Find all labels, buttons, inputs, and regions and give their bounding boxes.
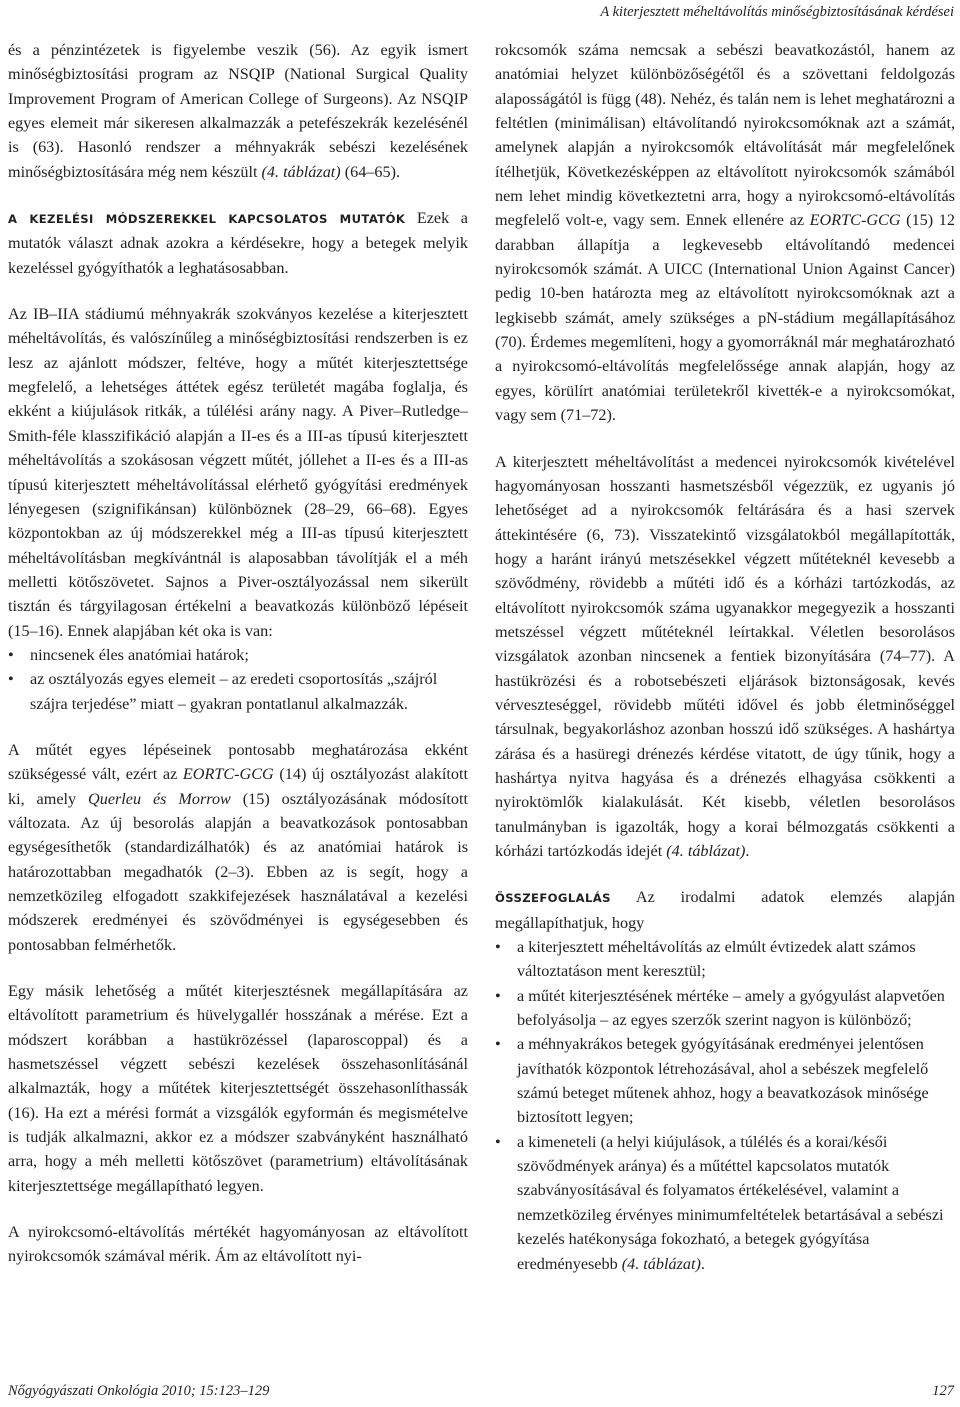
paragraph	[495, 38, 955, 428]
italic-text: Querleu és Morrow	[88, 789, 231, 808]
right-column	[495, 38, 955, 1276]
text: .	[745, 842, 750, 860]
paragraph	[8, 38, 468, 184]
text: (15) 12 darabban állapítja a legkevesebb eltávolítandó medencei nyirokcsomók számát. A UICC (International Union Against Cancer) pedig 10-ben határozta meg az eltávolított nyirokcsomóknak azt a legkisebb számát, amely szükséges a pN-stádium megállapításához (70). Érdemes megemlíteni, hogy a gyomorráknál már meghatározható a nyirokcsomó-eltávolítás megfelelőssége annak alapján, hogy az egyes, körülírt anatómiai területekről kivették-e a nyirokcsomókat, vagy sem (71–72).	[495, 211, 955, 425]
text: és a pénzintézetek is figyelembe veszik (56). Az egyik ismert minőségbiztosítási program az NSQIP (National Surgical Quality Improvement Program of American College of Surgeons). Az NSQIP egyes elemeit már sikeresen alkalmazzák a petefészekrák kezelésénél is (63). Hasonló rendszer a méhnyakrák sebészi kezelésének minőségbiztosítására még nem készült	[8, 41, 468, 181]
running-head: A kiterjesztett méheltávolítás minőségbiztosításának kérdései	[600, 4, 954, 20]
paragraph	[8, 738, 468, 957]
summary-heading: ÖSSZEFOGLALÁS	[495, 891, 611, 906]
text: (15) osztályozásának módosított változata. Az új besorolás alapján a beavatkozások pontosabban egységesíthetők (standardizálhatók) és az anatómiai határok is határozottabban megadhatók (2–3). Ebben az is segít, hogy a nemzetközileg elfogadott szakkifejezések használatával a kezelési módszerek eredményei és szövődményei is egységesebben és pontosabban felmérhetők.	[8, 789, 468, 954]
text: .	[700, 1254, 705, 1273]
paragraph: A nyirokcsomó-eltávolítás mértékét hagyományosan az eltávolított nyirokcsomók számával mérik. Ám az eltávolított nyi-	[8, 1223, 468, 1266]
text: A műtét egyes lépéseinek pontosabb meghatározása ekként szükségessé vált, ezért az	[8, 740, 468, 784]
italic-text: EORTC-GCG	[809, 211, 901, 230]
paragraph: Egy másik lehetőség a műtét kiterjesztésnek megállapítására az eltávolított parametrium és hüvelygallér hosszának a mérése. Ezt a módszert korábban a hastükrözéssel (laparoscoppal) és a hasmetszéssel végzett sebészi kezelések összehasonlításánál alkalmazták, hogy a műtétek kiterjesztettségét összehasonlíthassák (16). Ha ezt a mérési formát a vizsgálók egyformán és megismételve is tudják alkalmazni, akkor ez a módszer szabványként használható arra, hogy a méh melletti kötőszövet (parametrium) eltávolításának kiterjesztettsége megállapítható legyen.	[8, 982, 468, 1195]
table-ref: (4. táblázat)	[261, 162, 341, 181]
page-number: 127	[932, 1383, 954, 1399]
table-ref: (4. táblázat)	[666, 842, 746, 860]
text: (64–65).	[340, 162, 401, 181]
list-item: • a kiterjesztett méheltávolítás az elmúlt évtizedek alatt számos változtatáson ment keresztül;	[495, 935, 955, 984]
paragraph	[495, 450, 955, 864]
section-heading: A KEZELÉSI MÓDSZEREKKEL KAPCSOLATOS MUTATÓK	[8, 212, 406, 227]
text: Ezek a mutatók választ adnak azokra a kérdésekre, hogy a betegek melyik kezeléssel gyógyíthatók a leghatásosabban.	[8, 209, 468, 277]
list-item	[495, 1130, 955, 1276]
bullet-list	[8, 643, 468, 716]
text: Az irodalmi adatok elemzés alapján megállapíthatjuk, hogy	[495, 888, 955, 932]
journal-citation: Nőgyógyászati Onkológia 2010; 15:123–129	[8, 1383, 270, 1399]
list-item: • nincsenek éles anatómiai határok;	[8, 643, 468, 667]
summary-bullet-list	[495, 935, 955, 1276]
list-item: • a műtét kiterjesztésének mértéke – amely a gyógyulást alapvetően befolyásolja – az egyes szerzők szerint nagyon is különböző;	[495, 984, 955, 1033]
text: (14) új osztályozást alakított ki, amely	[8, 765, 468, 808]
list-item: • az osztályozás egyes elemeit – az eredeti csoportosítás „szájról szájra terjedése” miatt – gyakran pontatlanul alkalmazzák.	[8, 667, 468, 716]
summary-paragraph	[495, 885, 955, 935]
italic-text: EORTC-GCG	[182, 765, 274, 784]
text: rokcsomók száma nemcsak a sebészi beavatkozástól, hanem az anatómiai helyzet különbözőségétől és a szövettani feldolgozás alaposságától is függ (48). Nehéz, és talán nem is lehet meghatározni a feltétlen (minimálisan) eltávolítandó nyirokcsomóknak azt a számát, amelynek alapján a nyirokcsomók eltávolítását már megfelelőnek ítélhetjük, Következésképpen az eltávolított nyirokcsomók számából nem lehet mindig következtetni arra, hogy a nyirokcsomó-eltávolítás megfelelő volt-e, vagy sem. Ennek ellenére az	[495, 41, 955, 230]
left-column	[8, 38, 468, 1269]
table-ref: (4. táblázat)	[621, 1254, 701, 1273]
list-item: • a méhnyakrákos betegek gyógyításának eredményei jelentősen javíthatók központok létrehozásával, ahol a sebészek megfelelő számú beteget műtenek ahhoz, hogy a beavatkozások minősége biztosított legyen;	[495, 1032, 955, 1129]
section-paragraph	[8, 206, 468, 280]
text: a kimeneteli (a helyi kiújulások, a túlélés és a korai/késői szövődmények aránya) és a műtéttel kapcsolatos mutatók szabványosításával és folyamatos értékelésével, valamint a nemzetközileg érvényes minimumfeltételek betartásával a sebészi kezelés hatékonysága fokozható, a betegek gyógyítása eredményesebb	[517, 1132, 944, 1273]
paragraph: Az IB–IIA stádiumú méhnyakrák szokványos kezelése a kiterjesztett méheltávolítás, és valószínűleg a minőségbiztosítási rendszerben is ez lesz az ajánlott módszer, feltéve, hogy a műtét kiterjesztettsége megfelelő, a lehetséges áttétek egész területét magába foglalja, és ekként a kiújulások ritkák, a túlélési arány nagy. A Piver–Rutledge–Smith-féle klasszifikáció alapján a II-es és a III-as típusú kiterjesztett méheltávolítás a szokásosan végzett műtét, jóllehet a II-es és a III-as típusú kiterjesztett méheltávolítással elérhető gyógyítási eredmények lényegesen (szignifikánsan) különböznek (28–29, 66–68). Egyes központokban az új módszerekkel még a III-as típusú kiterjesztett méheltávolításban megkívántnál is alaposabban távolítják el a méh melletti kötőszövetet. Sajnos a Piver-osztályozással nem sikerült tisztán és tárgyilagosan értékelni a beavatkozás különböző lépéseit (15–16). Ennek alapjában két oka is van:	[8, 305, 468, 640]
text: A kiterjesztett méheltávolítást a medencei nyirokcsomók kivételével hagyományosan hosszanti hasmetszésből végezzük, ez ugyanis jó lehetőséget ad a nyirokcsomók feltárására és a hasi szervek áttekintésére (6, 73). Visszatekintő vizsgálatokból megállapították, hogy a haránt irányú metszésekkel végzett műtéteknél kevesebb a szövődmény, rövidebb a műtéti idő és a kórházi tartózkodás, az eltávolított nyirokcsomók száma ugyanakkor megegyezik a hosszanti metszéssel végzett műtéteknél leírtakkal. Véletlen besorolásos vizsgálatok azonban nincsenek a fentiek bizonyítására (74–77). A hastükrözési és a robotsebészeti eljárások biztonságosak, kevés vérveszteséggel, rövidebb műtéti idővel és jobb életminőséggel társulnak, begyakorláshoz azonban hosszú idő szükséges. A hashártya zárása és a hasüregi drénezés kérdése vitatott, de úgy tűnik, hogy a hashártya nyitva hagyása és a drénezés elhagyása csökkenti a nyiroktömlők kialakulását. Két kisebb, véletlen besorolásos tanulmányban is igazolták, hogy a korai bélmozgatás csökkenti a kórházi tartózkodás idejét	[495, 452, 955, 860]
